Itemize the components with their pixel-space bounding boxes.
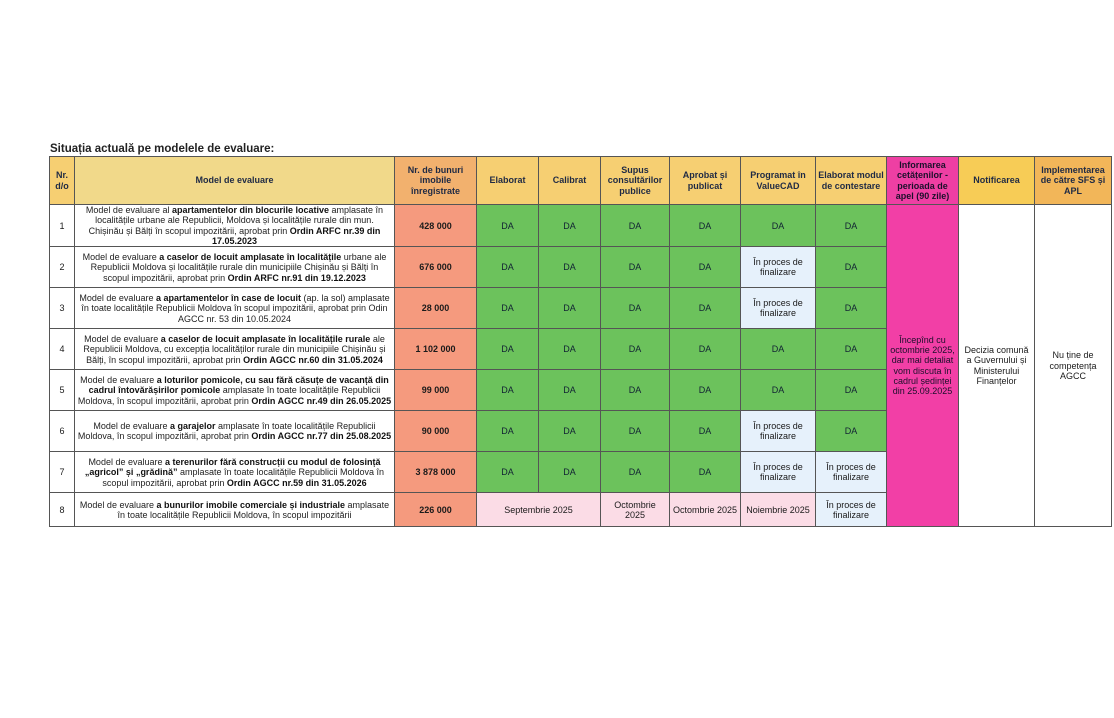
model-text-segment: Model de evaluare: [84, 333, 161, 344]
status-calibrat: DA: [539, 370, 601, 411]
status-supus: DA: [601, 411, 670, 452]
model-text-segment: Model de evaluare: [79, 499, 157, 510]
status-contestare: DA: [816, 205, 887, 247]
model-text-segment: urbane ale Republicii Moldova și localitățile rurale din municipiile Chișinău și Bălți în scopul impozitării, aprobat prin: [90, 251, 387, 283]
status-programat: În proces de finalizare: [741, 411, 816, 452]
header-impl: Implementarea de către SFS și APL: [1035, 157, 1112, 205]
status-contestare: DA: [816, 288, 887, 329]
model-text-segment: Ordin AGCC nr.77 din 25.08.2025: [251, 431, 392, 442]
row-number: 5: [50, 370, 75, 411]
status-supus: DA: [601, 288, 670, 329]
status-contestare: DA: [816, 329, 887, 370]
model-description: [75, 411, 395, 452]
model-text-segment: a terenurilor fără construcții cu modul de folosință „agricol” și „grădină”: [84, 456, 381, 478]
status-aprobat: Octombrie 2025: [670, 493, 741, 527]
status-aprobat: DA: [670, 247, 741, 288]
table-header-row: [50, 157, 1112, 205]
status-elaborat: DA: [477, 452, 539, 493]
model-text-segment: Model de evaluare: [82, 251, 160, 262]
header-notif: Notificarea: [959, 157, 1035, 205]
model-text-segment: Model de evaluare: [79, 292, 156, 303]
status-elaborat: DA: [477, 411, 539, 452]
model-text-segment: Model de evaluare al: [85, 205, 172, 215]
status-elaborat: DA: [477, 288, 539, 329]
status-programat: DA: [741, 329, 816, 370]
row-number: 6: [50, 411, 75, 452]
header-elaborat: Elaborat: [477, 157, 539, 205]
property-count: 3 878 000: [395, 452, 477, 493]
model-description: [75, 329, 395, 370]
status-supus: DA: [601, 329, 670, 370]
model-text-segment: Ordin AGCC nr.49 din 26.05.2025: [251, 395, 392, 406]
row-number: 3: [50, 288, 75, 329]
model-description: [75, 370, 395, 411]
status-aprobat: DA: [670, 370, 741, 411]
model-text-segment: amplasate în localitățile urbane ale Republicii, Moldova și localitățile rurale din mun. Chișinău și Bălți în scopul impozitării, aprobat prin: [88, 205, 384, 236]
model-text-segment: apartamentelor din blocurile locative: [171, 205, 330, 215]
status-contestare: DA: [816, 247, 887, 288]
status-contestare: DA: [816, 411, 887, 452]
table-body: [50, 205, 1112, 527]
model-text-segment: a loturilor pomicole, cu sau fără căsuțe de vacanță din cadrul întovărășirilor pomicole: [88, 374, 389, 396]
notification-cell: Decizia comună a Guvernului și Ministerului Finanțelor: [959, 205, 1035, 527]
status-calibrat: DA: [539, 247, 601, 288]
model-text-segment: a bunurilor imobile comerciale și industriale: [156, 499, 346, 510]
model-description: [75, 288, 395, 329]
status-aprobat: DA: [670, 329, 741, 370]
status-calibrat: DA: [539, 205, 601, 247]
property-count: 28 000: [395, 288, 477, 329]
model-text-segment: amplasate în toate localitățile Republicii Moldova în scopul impozitării, aprobat prin: [102, 467, 385, 488]
status-supus: DA: [601, 370, 670, 411]
model-text-segment: Ordin ARFC nr.39 din 17.05.2023: [211, 225, 381, 247]
property-count: 1 102 000: [395, 329, 477, 370]
model-text-segment: a caselor de locuit amplasate în localitățile: [159, 251, 342, 262]
status-elaborat: DA: [477, 370, 539, 411]
page-title: Situația actuală pe modelele de evaluare:: [50, 143, 275, 155]
status-elaborat: DA: [477, 247, 539, 288]
row-number: 1: [50, 205, 75, 247]
header-supus: Supus consultărilor publice: [601, 157, 670, 205]
status-aprobat: DA: [670, 411, 741, 452]
status-supus: DA: [601, 247, 670, 288]
row-number: 2: [50, 247, 75, 288]
property-count: 428 000: [395, 205, 477, 247]
row-number: 8: [50, 493, 75, 527]
model-text-segment: ale Republicii Moldova, cu excepția localităților rurale din municipiile Chișinău și Bălți, în scopul impozitării, aprobat prin: [83, 333, 386, 365]
status-contestare: DA: [816, 370, 887, 411]
status-calibrat: DA: [539, 329, 601, 370]
status-supus: Octombrie 2025: [601, 493, 670, 527]
header-nr: Nr. d/o: [50, 157, 75, 205]
implementation-cell: Nu ține de competența AGCC: [1035, 205, 1112, 527]
model-text-segment: a caselor de locuit amplasate în localitățile rurale: [160, 333, 371, 344]
status-programat: DA: [741, 370, 816, 411]
row-number: 4: [50, 329, 75, 370]
model-text-segment: amplasate în toate localitățile Republicii Moldova, în scopul impozitării, aprobat prin: [77, 385, 381, 406]
property-count: 676 000: [395, 247, 477, 288]
header-contestare: Elaborat modul de contestare: [816, 157, 887, 205]
status-elaborat: DA: [477, 329, 539, 370]
header-model: Model de evaluare: [75, 157, 395, 205]
model-text-segment: Model de evaluare: [88, 456, 165, 467]
status-aprobat: DA: [670, 288, 741, 329]
model-text-segment: (ap. la sol) amplasate în toate localitățile Republicii Moldova în scopul impozitării, aprobat prin Odin AGCC nr. 53 din 10.05.2024: [81, 292, 390, 324]
status-contestare: În proces de finalizare: [816, 493, 887, 527]
header-info: Informarea cetățenilor - perioada de apel (90 zile): [887, 157, 959, 205]
status-elaborat-calibrat: Septembrie 2025: [477, 493, 601, 527]
property-count: 99 000: [395, 370, 477, 411]
status-supus: DA: [601, 205, 670, 247]
model-description: [75, 247, 395, 288]
property-count: 226 000: [395, 493, 477, 527]
model-description: [75, 493, 395, 527]
header-aprobat: Aprobat și publicat: [670, 157, 741, 205]
model-text-segment: Ordin ARFC nr.91 din 19.12.2023: [227, 272, 366, 283]
status-programat: Noiembrie 2025: [741, 493, 816, 527]
status-programat: În proces de finalizare: [741, 452, 816, 493]
model-text-segment: amplasate în toate localitățile Republicii Moldova, în scopul impozitării, aprobat prin: [77, 421, 376, 442]
model-text-segment: Model de evaluare: [93, 421, 170, 432]
status-aprobat: DA: [670, 205, 741, 247]
header-programat: Programat în ValueCAD: [741, 157, 816, 205]
status-supus: DA: [601, 452, 670, 493]
model-description: [75, 205, 395, 247]
model-text-segment: a garajelor: [169, 421, 216, 432]
status-aprobat: DA: [670, 452, 741, 493]
status-calibrat: DA: [539, 288, 601, 329]
status-contestare: În proces de finalizare: [816, 452, 887, 493]
status-calibrat: DA: [539, 452, 601, 493]
status-calibrat: DA: [539, 411, 601, 452]
status-programat: În proces de finalizare: [741, 247, 816, 288]
model-text-segment: amplasate în toate localitățile Republicii Moldova, în scopul impozitării: [117, 499, 390, 520]
header-calibrat: Calibrat: [539, 157, 601, 205]
info-period-cell: Începînd cu octombrie 2025, dar mai detaliat vom discuta în cadrul ședinței din 25.09.2025: [887, 205, 959, 527]
status-programat: În proces de finalizare: [741, 288, 816, 329]
property-count: 90 000: [395, 411, 477, 452]
status-elaborat: DA: [477, 205, 539, 247]
model-text-segment: Ordin AGCC nr.59 din 31.05.2026: [226, 477, 367, 488]
model-text-segment: Ordin AGCC nr.60 din 31.05.2024: [243, 354, 383, 365]
evaluation-models-table: [49, 156, 1112, 527]
model-text-segment: Model de evaluare: [80, 374, 157, 385]
table-row: [50, 205, 1112, 247]
model-description: [75, 452, 395, 493]
status-programat: DA: [741, 205, 816, 247]
model-text-segment: a apartamentelor în case de locuit: [155, 292, 302, 303]
header-count: Nr. de bunuri imobile înregistrate: [395, 157, 477, 205]
row-number: 7: [50, 452, 75, 493]
